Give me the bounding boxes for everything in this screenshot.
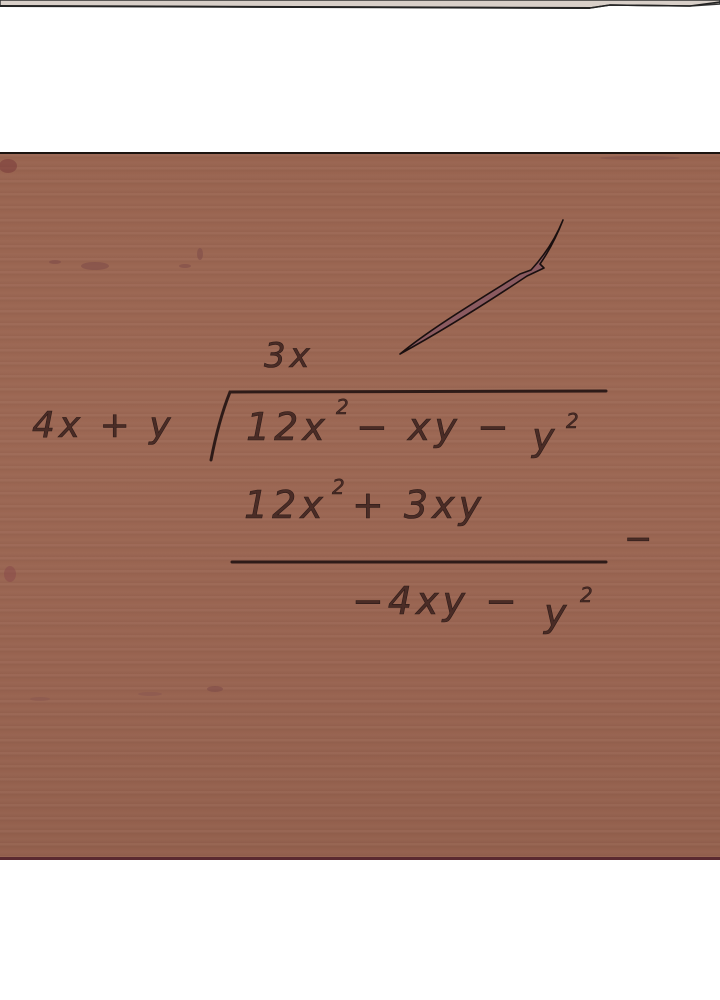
- dividend: [246, 395, 579, 459]
- wooden-stick-icon: [400, 220, 563, 354]
- dividend-term-3: y: [532, 415, 559, 459]
- dividend-term-1-exponent: 2: [336, 395, 349, 419]
- product-term-1: 12x: [244, 483, 327, 527]
- remainder: [352, 579, 593, 635]
- quotient: 3x: [264, 336, 314, 376]
- product-row: [244, 475, 485, 527]
- product-term-1-exponent: 2: [332, 475, 345, 499]
- remainder-term-2-exponent: 2: [580, 583, 593, 607]
- remainder-term-1: −4xy −: [352, 579, 521, 623]
- remainder-term-2: y: [544, 591, 571, 635]
- dividend-term-2: − xy −: [356, 405, 513, 449]
- previous-panel-edge: [0, 0, 720, 10]
- wooden-board-panel: [0, 152, 720, 860]
- divisor: 4x + y: [32, 405, 175, 446]
- dividend-term-3-exponent: 2: [566, 409, 579, 433]
- product-term-2: + 3xy: [352, 483, 486, 527]
- dividend-term-1: 12x: [246, 405, 329, 449]
- board-drawing: [0, 154, 720, 860]
- subtraction-sign: −: [624, 519, 657, 559]
